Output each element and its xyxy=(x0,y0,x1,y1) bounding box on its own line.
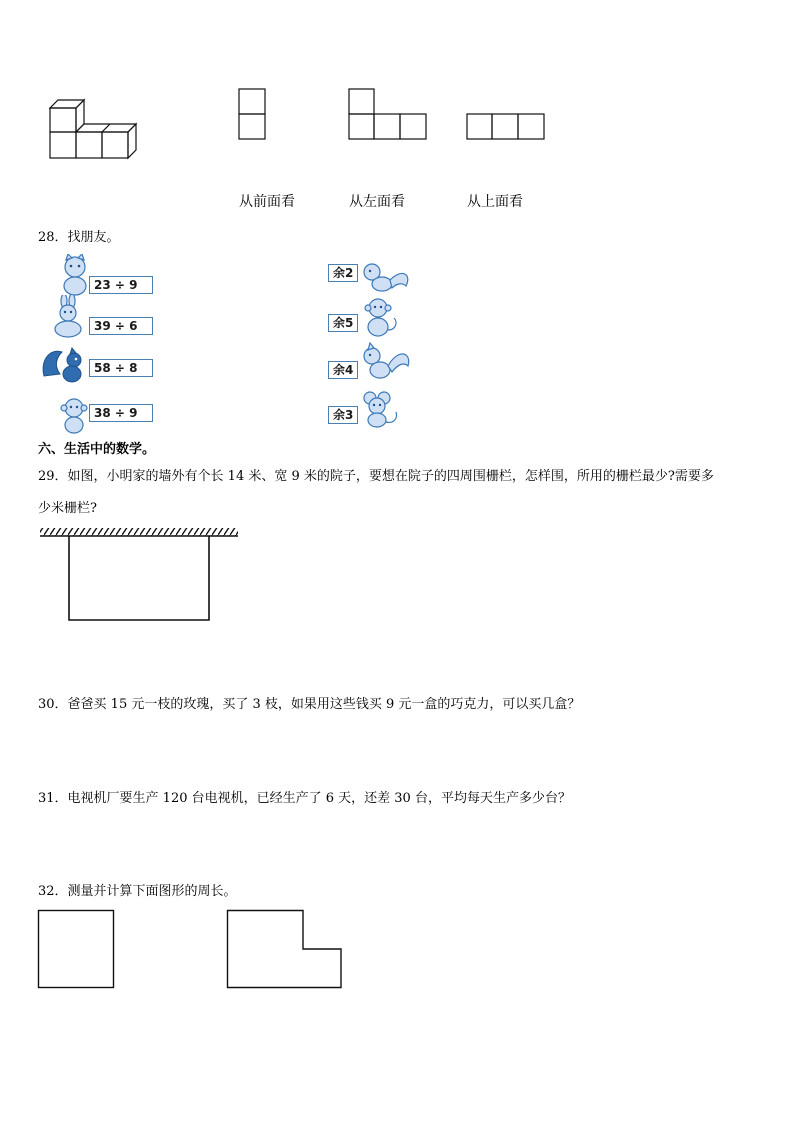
top-view-figure xyxy=(466,113,548,143)
squirrel-icon xyxy=(40,346,92,386)
section-6-title: 六、生活中的数学。 xyxy=(38,442,156,457)
q29-line-1: 29．如图，小明家的墙外有个长 14 米、宽 9 米的院子，要想在院子的四周围栅栏，怎样围，所用的栅栏最少?需要多 xyxy=(38,469,714,484)
q28-title: 28．找朋友。 xyxy=(38,230,120,245)
expr-box-4: 38 ÷ 9 xyxy=(89,404,153,422)
view-label-front: 从前面看 xyxy=(239,194,295,210)
remainder-box-1: 余2 xyxy=(328,264,358,282)
left-view-figure xyxy=(348,88,430,143)
remainder-box-4: 余3 xyxy=(328,406,358,424)
q31-text: 31．电视机厂要生产 120 台电视机，已经生产了 6 天，还差 30 台，平均每天生产多少台？ xyxy=(38,791,571,806)
cat-icon xyxy=(58,254,92,296)
rabbit-icon xyxy=(50,295,90,339)
expr-box-1: 23 ÷ 9 xyxy=(89,276,153,294)
remainder-box-3: 余4 xyxy=(328,361,358,379)
expr-box-2: 39 ÷ 6 xyxy=(89,317,153,335)
cube-stack-figure xyxy=(40,90,140,165)
l-shape-figure xyxy=(226,909,346,991)
front-view-figure xyxy=(238,88,268,143)
squirrel-icon xyxy=(358,342,414,382)
squirrel-icon xyxy=(358,258,414,294)
monkey-icon xyxy=(360,296,400,340)
view-label-left: 从左面看 xyxy=(349,194,405,210)
square-shape-figure xyxy=(37,909,117,991)
monkey-icon xyxy=(58,396,92,434)
mouse-icon xyxy=(360,388,402,428)
expr-box-3: 58 ÷ 8 xyxy=(89,359,153,377)
yard-wall-figure xyxy=(38,526,242,624)
q32-text: 32．测量并计算下面图形的周长。 xyxy=(38,884,237,899)
q30-text: 30．爸爸买 15 元一枝的玫瑰，买了 3 枝，如果用这些钱买 9 元一盒的巧克力，可以买几盒？ xyxy=(38,697,581,712)
remainder-box-2: 余5 xyxy=(328,314,358,332)
view-label-top: 从上面看 xyxy=(467,194,523,210)
q29-line-2: 少米栅栏? xyxy=(38,501,97,516)
